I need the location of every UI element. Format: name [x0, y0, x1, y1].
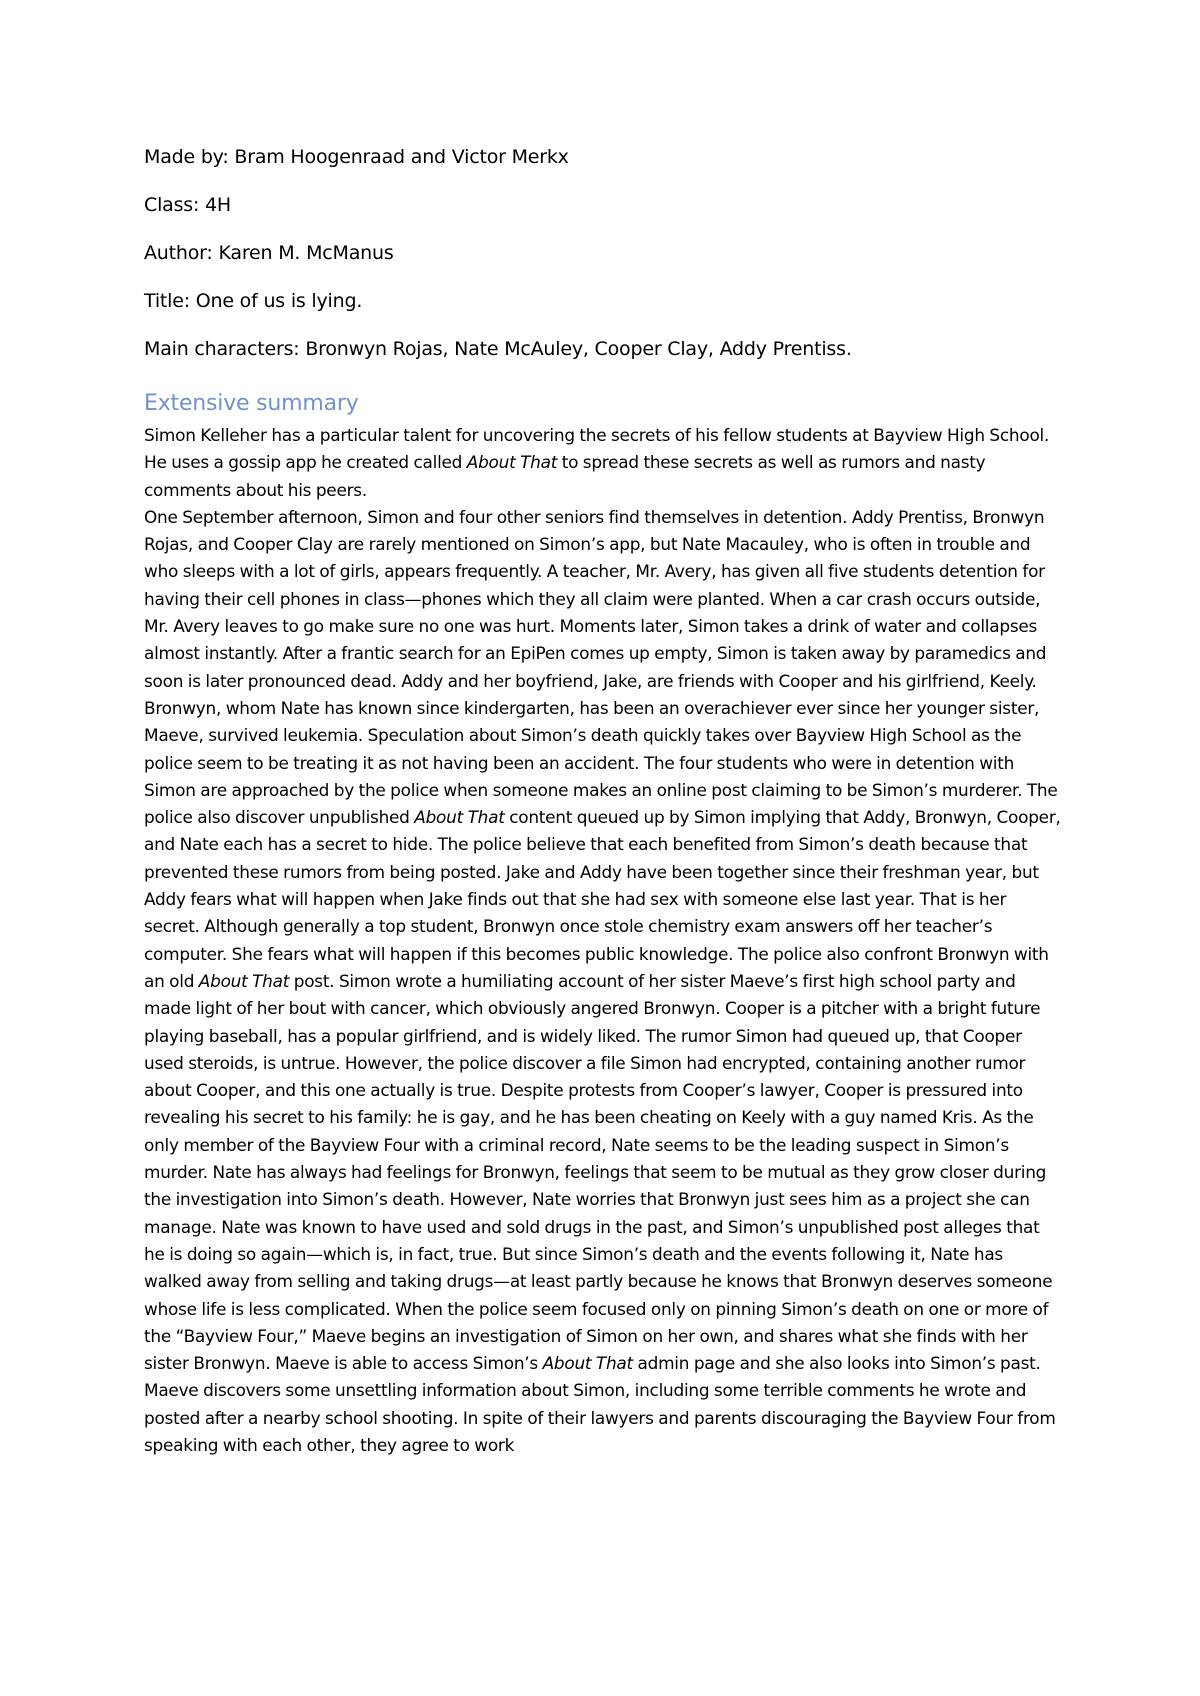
- main-characters-line: [144, 336, 1064, 362]
- summary-text: Simon Kelleher has a particular talent for uncovering the secrets of his fellow students at Bayview High School. He uses a gossip app he created called: [144, 425, 1050, 473]
- summary-text: admin page and she also looks into Simon’s past. Maeve discovers some unsettling information about Simon, including some terrible comments he wrote and posted after a nearby school shooting. In spite of their lawyers and parents discouraging the Bayview Four from speaking with each other, they agree to work: [144, 1353, 1056, 1455]
- summary-paragraph-1: [144, 422, 1064, 504]
- app-name-italic: About That: [198, 970, 290, 991]
- app-name-italic: About That: [466, 452, 558, 473]
- app-name-italic: About That: [542, 1353, 633, 1374]
- author-line: Author: Karen M. McManus: [144, 242, 394, 264]
- summary-text: One September afternoon, Simon and four other seniors find themselves in detention. Addy Prentiss, Bronwyn Rojas, and Cooper Clay are rarely mentioned on Simon’s app, but Nate Macauley, who is often in trouble and who sleeps with a lot of girls, appears frequently. A teacher, Mr. Avery, has given all five students detention for having their cell phones in class—phones which they all claim were planted. When a car crash occurs outside, Mr. Avery leaves to go make sure no one was hurt. Moments later, Simon takes a drink of water and collapses almost instantly. After a frantic search for an EpiPen comes up empty, Simon is taken away by paramedics and soon is later pronounced dead. Addy and her boyfriend, Jake, are friends with Cooper and his girlfriend, Keely. Bronwyn, whom Nate has known since kindergarten, has been an overachiever ever since her younger sister, Maeve, survived leukemia. Speculation about Simon’s death quickly takes over Bayview High School as the police seem to be treating it as not having been an accident. The four students who were in detention with Simon are approached by the police when someone makes an online post claiming to be Simon’s murderer. The police also discover unpublished: [144, 506, 1058, 828]
- summary-heading: Extensive summary: [144, 391, 359, 416]
- main-characters-value: Bronwyn Rojas, Nate McAuley, Cooper Clay, Addy Prentiss.: [299, 338, 852, 360]
- main-characters-label: Main characters:: [144, 338, 300, 360]
- made-by-line: Made by: Bram Hoogenraad and Victor Merkx: [144, 146, 569, 168]
- summary-text: post. Simon wrote a humiliating account of her sister Maeve’s first high school party and made light of her bout with cancer, which obviously angered Bronwyn. Cooper is a pitcher with a bright future playing baseball, has a popular girlfriend, and is widely liked. The rumor Simon had queued up, that Cooper used steroids, is untrue. However, the police discover a file Simon had encrypted, containing another rumor about Cooper, and this one actually is true. Despite protests from Cooper’s lawyer, Cooper is pressured into revealing his secret to his family: he is gay, and he has been cheating on Keely with a guy named Kris. As the only member of the Bayview Four with a criminal record, Nate seems to be the leading suspect in Simon’s murder. Nate has always had feelings for Bronwyn, feelings that seem to be mutual as they grow closer during the investigation into Simon’s death. However, Nate worries that Bronwyn just sees him as a project she can manage. Nate was known to have used and sold drugs in the past, and Simon’s unpublished post alleges that he is doing so again—which is, in fact, true. But since Simon’s death and the events following it, Nate has walked away from selling and taking drugs—at least partly because he knows that Bronwyn deserves someone whose life is less complicated. When the police seem focused only on pinning Simon’s death on one or more of the “Bayview Four,” Maeve begins an investigation of Simon on her own, and shares what she finds with her sister Bronwyn. Maeve is able to access Simon’s: [144, 970, 1053, 1374]
- class-line: Class: 4H: [144, 194, 232, 216]
- document-content: [144, 144, 1064, 1459]
- summary-text: to spread these secrets as well as rumors and nasty comments about his peers.: [144, 452, 986, 500]
- app-name-italic: About That: [414, 807, 505, 828]
- summary-text: content queued up by Simon implying that Addy, Bronwyn, Cooper, and Nate each has a secret to hide. The police believe that each benefited from Simon’s death because that prevented these rumors from being posted. Jake and Addy have been together since their freshman year, but Addy fears what will happen when Jake finds out that she had sex with someone else last year. That is her secret. Although generally a top student, Bronwyn once stole chemistry exam answers off her teacher’s computer. She fears what will happen if this becomes public knowledge. The police also confront Bronwyn with an old: [144, 807, 1061, 991]
- title-line: Title: One of us is lying.: [144, 290, 363, 312]
- summary-paragraph-2: [144, 504, 1064, 1459]
